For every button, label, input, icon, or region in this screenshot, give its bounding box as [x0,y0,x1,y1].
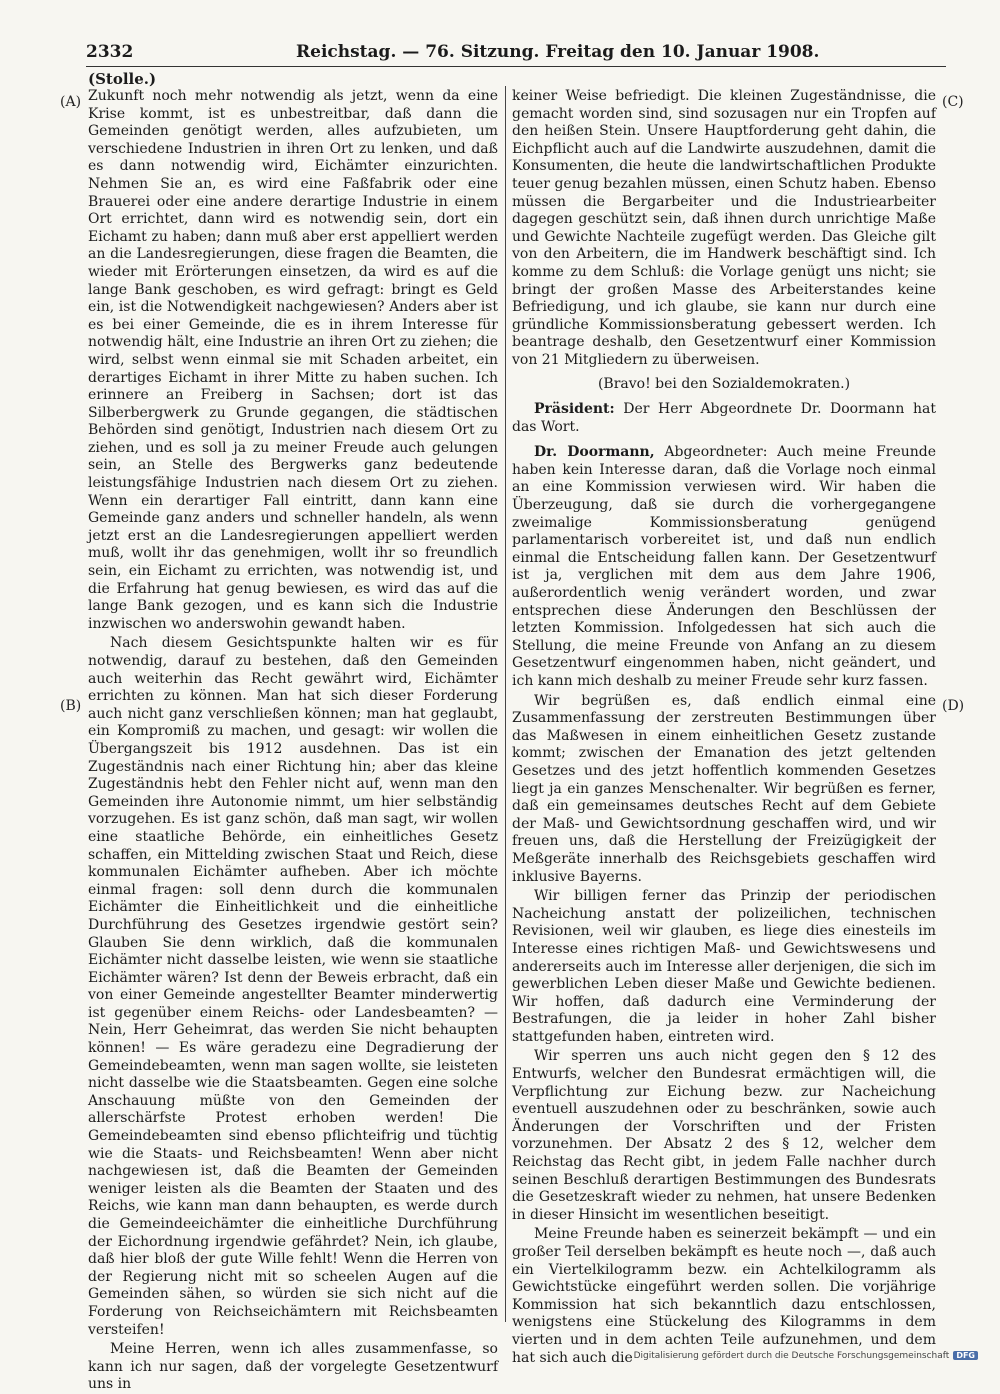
speech-text: Der Herr Abgeordnete Dr. Doormann hat das Wort. [512,401,936,435]
credit-text: Digitalisierung gefördert durch die Deutsche Forschungsgemeinschaft [633,1351,950,1361]
page-header [86,40,946,67]
speech-text: Abgeordneter: Auch meine Freunde haben kein Interesse daran, daß die Vorlage noch einmal an eine Kommission verwiesen wird. Wir haben die Überzeugung, daß sie durch die vorhergegangene zweimalige Kommissionsberatung genügend parlamentarisch vorbereitet ist, und daß nun endlich einmal die Entscheidung fallen kann. Der Gesetzentwurf ist ja, verglichen mit dem aus dem Jahre 1906, außerordentlich wenig verändert worden, und zwar entsprechen diese Änderungen den Beschlüssen der letzten Kommission. Infolgedessen hat sich auch die Stellung, die meine Freunde von Anfang an zu diesem Gesetzentwurf eingenommen haben, nicht geändert, und ich kann mich deshalb zu meiner Freude sehr kurz fassen. [512,444,937,689]
column-divider [505,86,506,1322]
digitization-credit [634,1351,978,1361]
speaker-continued-label: (Stolle.) [88,70,157,88]
speaker-label: Präsident: [534,401,615,418]
margin-marker-c: (C) [942,94,964,110]
paragraph: keiner Weise befriedigt. Die kleinen Zugeständnisse, die gemacht worden sind, sind sozusagen nur ein Tropfen auf den heißen Stein. Unsere Hauptforderung geht dahin, die Eichpflicht auch auf die Landwirte auszudehnen, damit die Konsumenten, die heute die landwirtschaftlichen Produkte teuer genug bezahlen müssen, einen Schutz haben. Ebenso müssen die Bergarbeiter und die Industriearbeiter dagegen geschützt sein, daß ihnen durch unrichtige Maße und Gewichte Nachteile zugefügt werden. Das Gleiche gilt von den Arbeitern, die im Handwerk beschäftigt sind. Ich komme zu dem Schluß: die Vorlage genügt uns nicht; sie bringt der großen Masse des Arbeiterstandes keine Befriedigung, und ich glaube, sie kann nur durch eine gründliche Kommissionsberatung gebessert werden. Ich beantrage deshalb, den Gesetzentwurf einer Kommission von 21 Mitgliedern zu überweisen. [512,88,936,368]
margin-marker-b: (B) [60,698,82,714]
running-title: Reichstag. — 76. Sitzung. Freitag den 10. Januar 1908. [296,42,820,62]
paragraph: Zukunft noch mehr notwendig als jetzt, wenn da eine Krise kommt, ist es unbestreitbar, daß dann die Gemeinden genötigt werden, alles aufzubieten, um verschiedene Industrien in ihren Ort zu lenken, und daß es dann notwendig wird, Eichämter einzurichten. Nehmen Sie an, es wird eine Faßfabrik oder eine Brauerei oder eine andere derartige Industrie in einem Ort errichtet, dann wird es notwendig sein, dort ein Eichamt zu haben; dann muß aber erst appelliert werden an die Landesregierungen, diese fragen die Beamten, die wieder mit Erörterungen einsetzen, da wird es auf die lange Bank geschoben, es wird gefragt: bringt es Geld ein, ist die Notwendigkeit nachgewiesen? Anders aber ist es bei einer Gemeinde, die es in ihrem Interesse für notwendig hält, eine Industrie an ihren Ort zu ziehen; die wird, selbst wenn einmal sie mit Schaden arbeitet, ein derartiges Eichamt in ihrer Mitte zu haben suchen. Ich erinnere an Freiberg in Sachsen; dort ist das Silberbergwerk zu Grunde gegangen, die städtischen Behörden sind genötigt, Industrien nach diesem Ort zu ziehen, und es soll ja zu meiner Freude auch gelungen sein, an Stelle des Bergwerks ganz bedeutende leistungsfähige Industrien nach diesem Ort zu ziehen. Wenn ein derartiger Fall eintritt, dann kann eine Gemeinde ganz anders und schneller handeln, als wenn jetzt erst an die Landesregierungen appelliert werden muß, wollt ihr das genehmigen, wollt ihr so freundlich sein, ein Eichamt zu errichten, was notwendig ist, und die Erfahrung hat genug bewiesen, es wird das auf die lange Bank gezogen, und es kann sich die Industrie inzwischen wo anderswohin gewandt haben. [88,88,498,632]
margin-marker-d: (D) [942,698,965,714]
paragraph: Nach diesem Gesichtspunkte halten wir es für notwendig, darauf zu bestehen, daß den Gemeinden auch weiterhin das Recht gewährt wird, Eichämter errichten zu können. Man hat sich dieser Forderung auch nicht ganz verschließen können; man hat geglaubt, ein Kompromiß zu machen, und gesagt: wir wollen die Übergangszeit bis 1912 ausdehnen. Das ist ein Zugeständnis nach einer Richtung hin; aber das kleine Zugeständnis hebt den Fehler nicht auf, wenn man den Gemeinden ihre Autonomie nimmt, um hier selbständig vorzugehen. Es ist ganz schön, daß man sagt, wir wollen eine staatliche Behörde, ein einheitliches Gesetz schaffen, ein Mittelding zwischen Staat und Reich, diese kommunalen Eichämter aufheben. Aber ich möchte einmal fragen: soll denn durch die kommunalen Eichämter die Einheitlichkeit und die einheitliche Durchführung des Gesetzes irgendwie gestört sein? Glauben Sie denn wirklich, daß die kommunalen Eichämter nicht dasselbe leisten, wie wenn sie staatliche Eichämter wären? Ist denn der Beweis erbracht, daß ein von einer Gemeinde angestellter Beamter minderwertig ist gegenüber einem Reichs- oder Landesbeamten? — Nein, Herr Geheimrat, das werden Sie nicht behaupten können! — Es wäre geradezu eine Degradierung der Gemeindebeamten, wenn man sagen wollte, sie leisteten nicht dasselbe wie die Staatsbeamten. Gegen eine solche Anschauung müßte von den Gemeinden der allerschärfste Protest erhoben werden! Die Gemeindebeamten sind ebenso pflichteifrig und tüchtig wie die Staats- und Reichsbeamten! Wenn aber nicht nachgewiesen ist, daß die Beamten der Gemeinden weniger leisten als die Beamten der Staaten und des Reichs, wie kann man dann behaupten, es werde durch die Gemeindeeichämter die einheitliche Durchführung der Eichordnung irgendwie gefährdet? Nein, ich glaube, daß hier bloß der gute Wille fehlt! Wenn die Herren von der Regierung nicht mit so scheelen Augen auf die Gemeinden sähen, so würden sie sich nicht auf die Forderung von Reichseichämtern mit Reichsbeamten versteifen! [88,635,498,1338]
left-column [88,88,498,1393]
paragraph: Meine Freunde haben es seinerzeit bekämpft — und ein großer Teil derselben bekämpft es heute noch —, daß auch ein Viertelkilogramm bezw. ein Achtelkilogramm als Gewichtstücke eingeführt werden sollen. Die vorjährige Kommission hat sich bekanntlich dazu entschlossen, wenigstens eine Stückelung des Kilogramms in dem vierten und in dem achten Teile aufzunehmen, und dem hat sich auch die [512,1226,936,1366]
paragraph: Wir sperren uns auch nicht gegen den § 12 des Entwurfs, welcher den Bundesrat ermächtigen will, die Verpflichtung zur Eichung bezw. zur Nacheichung eventuell auszudehnen oder zu beschränken, sowie auch Änderungen der Vorschriften und der Fristen vorzunehmen. Der Absatz 2 des § 12, welcher dem Reichstag das Recht gibt, in jedem Falle nachher durch seinen Beschluß derartigen Bestimmungen des Bundesrats die Gesetzeskraft wieder zu nehmen, hat unsere Bedenken in dieser Hinsicht im wesentlichen beseitigt. [512,1048,936,1223]
speaker-label: Dr. Doormann, [534,444,655,461]
president-statement [512,401,936,436]
doormann-statement [512,444,936,690]
paragraph: Wir billigen ferner das Prinzip der periodischen Nacheichung anstatt der polizeilichen, technischen Revisionen, weil wir glauben, es liege dies einesteils im Interesse eines richtigen Maß- und Gewichtswesens und andererseits auch im Interesse aller derjenigen, die sich im gewerblichen Leben dieser Maße und Gewichte bedienen. Wir hoffen, daß dadurch eine Verminderung der Bestrafungen, die ja leider in hoher Zahl bisher stattgefunden haben, eintreten wird. [512,888,936,1045]
paragraph: Meine Herren, wenn ich alles zusammenfasse, so kann ich nur sagen, daß der vorgelegte Gesetzentwurf uns in [88,1341,498,1393]
page-number: 2332 [86,42,134,62]
applause-note: (Bravo! bei den Sozialdemokraten.) [597,375,851,392]
margin-marker-a: (A) [60,94,82,110]
paragraph: Wir begrüßen es, daß endlich einmal eine Zusammenfassung der zerstreuten Bestimmungen über das Maßwesen in einem einheitlichen Gesetz zustande kommt; zwischen der Emanation des jetzt geltenden Gesetzes und des jetzt hoffentlich kommenden Gesetzes liegt ja ein ganzes Menschenalter. Wir begrüßen es ferner, daß ein gemeinsames deutsches Recht auf dem Gebiete der Maß- und Gewichtsordnung geschaffen wird, und wir freuen uns, daß die Herstellung der Freizügigkeit der Meßgeräte innerhalb des Reichsgebiets geschaffen wird inklusive Bayerns. [512,692,936,885]
dfg-logo: DFG [953,1351,978,1360]
